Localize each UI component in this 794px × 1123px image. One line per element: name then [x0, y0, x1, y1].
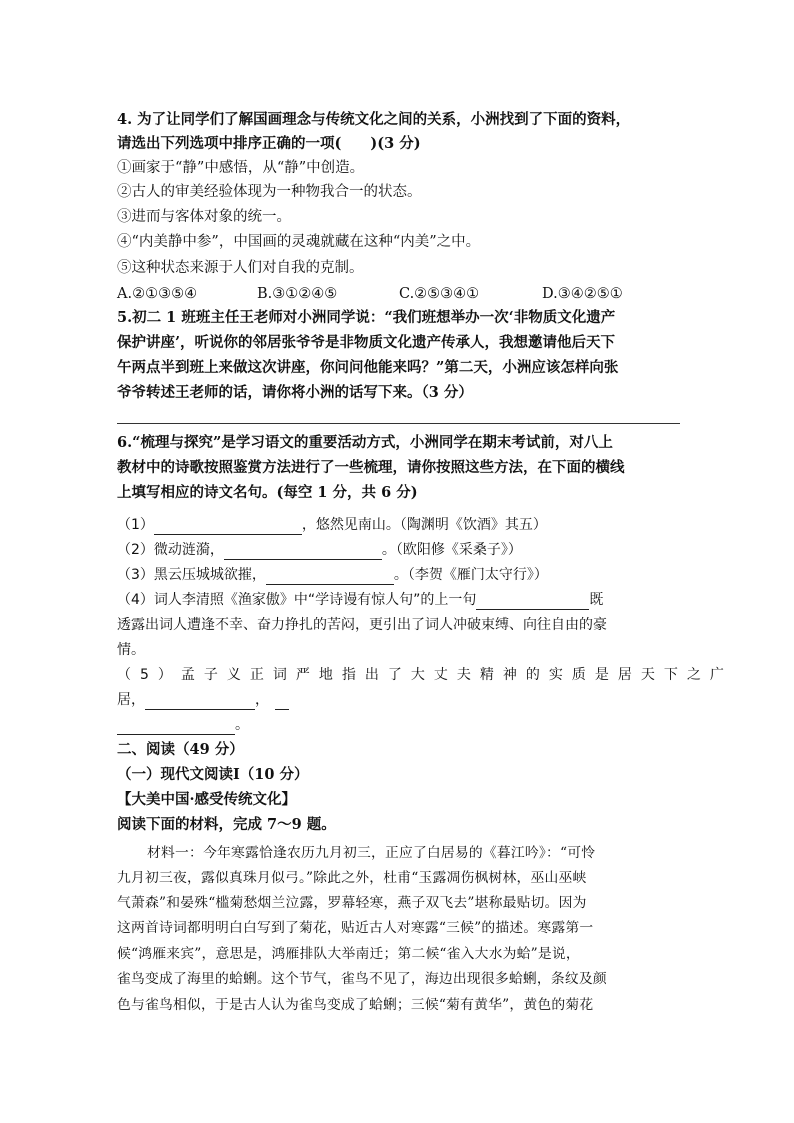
- q6-line-2: 教材中的诗歌按照鉴赏方法进行了一些梳理，请你按照这些方法，在下面的横线: [117, 459, 625, 476]
- q6-item-4-text-a: （4）词人李清照《渔家傲》中“学诗谩有惊人句”的上一句: [117, 592, 477, 608]
- q4-item-4: ④“内美静中参”，中国画的灵魂就藏在这种“内美”之中。: [117, 234, 481, 250]
- q6-item-4-text-b: 既: [589, 592, 604, 608]
- q6-blank-2[interactable]: [224, 544, 382, 560]
- q6-item-5-text-a: 居，: [117, 692, 145, 708]
- section-2-subtitle: （一）现代文阅读Ⅰ（10 分）: [117, 766, 309, 783]
- q6-item-4-line-2: 透露出词人遭逢不幸、奋力挣扎的苦闷，更引出了词人冲破束缚、向往自由的豪: [117, 617, 607, 633]
- q5-line-3: 午两点半到班上来做这次讲座，你问问他能来吗？”第二天，小洲应该怎样向张: [117, 359, 619, 376]
- q4-item-1: ①画家于“静”中感悟，从“静”中创造。: [117, 160, 365, 176]
- q6-blank-6b[interactable]: [117, 719, 235, 735]
- q6-item-3-text-b: 。（李贺《雁门太守行》）: [393, 567, 548, 583]
- q6-blank-5[interactable]: [145, 694, 255, 710]
- q4-option-b[interactable]: B.③①②④⑤: [257, 286, 338, 302]
- q6-item-5-line-2: [117, 690, 289, 710]
- q6-item-1-text: ，悠然见南山。（陶渊明《饮酒》其五）: [301, 517, 547, 533]
- q4-option-c[interactable]: C.②⑤③④①: [399, 286, 480, 302]
- q6-item-5-end: 。: [235, 717, 249, 733]
- q5-line-2: 保护讲座’，听说你的邻居张爷爷是非物质文化遗产传承人，我想邀请他后天下: [117, 334, 616, 351]
- q6-line-3: 上填写相应的诗文名句。(每空 1 分，共 6 分): [117, 484, 418, 501]
- q6-item-1-number: （1）: [117, 517, 154, 533]
- q6-item-1: [117, 515, 547, 535]
- q4-stem-line-2: 请选出下列选项中排序正确的一项( )(3 分): [117, 135, 421, 152]
- q6-item-5-line-1: （5）孟子义正词严地指出了大丈夫精神的实质是居天下之广: [117, 667, 733, 683]
- q5-line-4: 爷爷转述王老师的话，请你将小洲的话写下来。（3 分）: [117, 384, 473, 401]
- q4-stem-line-1: 4. 为了让同学们了解国画理念与传统文化之间的关系，小洲找到了下面的资料，: [117, 111, 631, 128]
- q6-item-5-line-3: [117, 715, 249, 735]
- q5-answer-line[interactable]: [117, 423, 680, 424]
- q6-item-4-line-3: 情。: [117, 642, 145, 658]
- q6-item-2-text-b: 。（欧阳修《采桑子》）: [381, 542, 522, 558]
- material-line-6: 雀鸟变成了海里的蛤蜊。这个节气，雀鸟不见了，海边出现很多蛤蜊，条纹及颜: [117, 971, 607, 987]
- q6-blank-3[interactable]: [266, 569, 394, 585]
- material-line-7: 色与雀鸟相似，于是古人认为雀鸟变成了蛤蜊；三候“菊有黄华”，黄色的菊花: [117, 997, 594, 1013]
- q6-item-2: [117, 540, 522, 560]
- q6-item-4-line-1: [117, 590, 603, 610]
- material-line-3: 气萧森”和晏殊“槛菊愁烟兰泣露，罗幕轻寒，燕子双飞去”堪称最贴切。因为: [117, 895, 587, 911]
- q4-item-3: ③进而与客体对象的统一。: [117, 209, 291, 225]
- material-line-1: 材料一：今年寒露恰逢农历九月初三，正应了白居易的《暮江吟》：“可怜: [147, 845, 596, 861]
- section-2-instruction: 阅读下面的材料，完成 7～9 题。: [117, 816, 336, 833]
- q6-line-1: 6.“梳理与探究”是学习语文的重要活动方式，小洲同学在期末考试前，对八上: [117, 434, 613, 451]
- q6-item-3-text-a: （3）黑云压城城欲摧，: [117, 567, 266, 583]
- q6-blank-4[interactable]: [476, 594, 589, 610]
- material-line-2: 九月初三夜，露似真珠月似弓。”除此之外，杜甫“玉露凋伤枫树林，巫山巫峡: [117, 870, 587, 886]
- q4-item-5: ⑤这种状态来源于人们对自我的克制。: [117, 260, 364, 276]
- section-2-title: 二、阅读（49 分）: [117, 741, 244, 758]
- q6-item-2-text-a: （2）微动涟漪，: [117, 542, 224, 558]
- q6-blank-6a[interactable]: [275, 694, 289, 710]
- q6-item-5-text-b: ，: [255, 692, 269, 708]
- material-line-4: 这两首诗词都明明白白写到了菊花，贴近古人对寒露“三候”的描述。寒露第一: [117, 920, 594, 936]
- q6-item-3: [117, 565, 548, 585]
- section-2-topic: 【大美中国·感受传统文化】: [117, 791, 297, 808]
- q4-item-2: ②古人的审美经验体现为一种物我合一的状态。: [117, 184, 422, 200]
- q6-blank-1[interactable]: [154, 519, 302, 535]
- material-line-5: 候“鸿雁来宾”，意思是，鸿雁排队大举南迁；第二候“雀入大水为蛤”是说，: [117, 946, 580, 962]
- q4-option-a[interactable]: A.②①③⑤④: [117, 286, 198, 302]
- q4-option-d[interactable]: D.③④②⑤①: [542, 286, 623, 302]
- q5-line-1: 5.初二 1 班班主任王老师对小洲同学说：“我们班想举办一次‘非物质文化遗产: [117, 309, 616, 326]
